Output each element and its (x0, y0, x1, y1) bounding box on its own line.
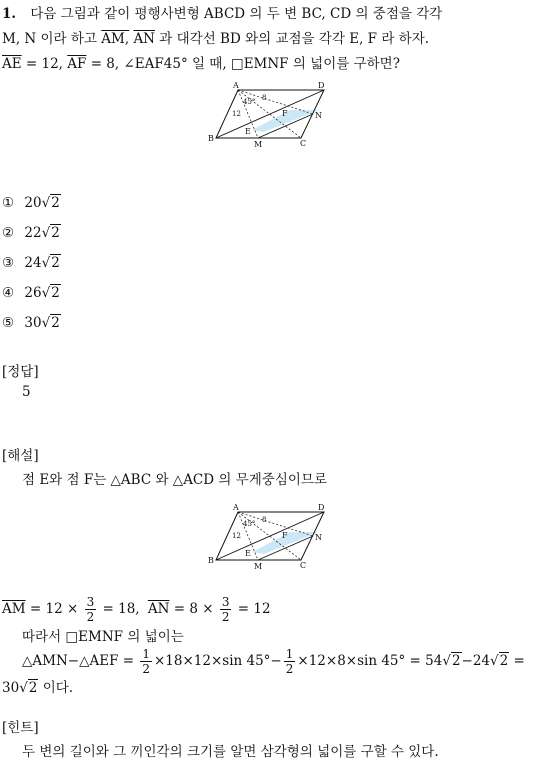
segment-am: AM, (101, 31, 130, 47)
problem-line-2: M, N 이라 하고 AM, $\overline{AN}$ 과 대각선 BD 와의 교점을 각각 E, F 라 하자. (2, 31, 430, 47)
option-2[interactable]: ② 22√2 (2, 225, 60, 241)
label-e: E (245, 549, 251, 558)
problem-line-3: $\overline{AE} = 12$, $\overline{AF} = 8$, ∠EAF45° 일 때, □EMNF 의 넓이를 구하면? (2, 56, 400, 72)
problem-line-1: 1. 다음 그림과 같이 평행사변형 ABCD 의 두 변 BC, CD 의 중점을 각각 (2, 6, 443, 22)
solution-result: 30√2 이다. (2, 680, 74, 696)
solution-lengths: $\overline{AM} = 12$ × $\frac{3}{2}$ = 18, $\overline{AN} = 8$ × $\frac{3}{2}$ = 12 (2, 595, 271, 624)
label-a: A (233, 81, 239, 90)
solution-line-3: 따라서 □EMNF 의 넓이는 (22, 629, 184, 645)
hint-header: [힌트] (2, 720, 39, 736)
label-c: C (300, 139, 307, 148)
answer-header: [정답] (2, 364, 39, 380)
label-m: M (254, 140, 263, 149)
solution-area: △AMN−△AEF = $\frac{1}{2}$ ×18×12×sin 45°− $\frac{1}{2}$ ×12×8×sin 45° = 54√2−24√2 = (22, 647, 525, 676)
label-angle: 45° (243, 520, 256, 528)
label-angle: 45° (243, 98, 256, 106)
label-n: N (315, 111, 322, 120)
label-e: E (245, 127, 251, 136)
parallelogram-figure-1 (200, 78, 340, 150)
hint-text: 두 변의 길이와 그 끼인각의 크기를 알면 삼각형의 넓이를 구할 수 있다. (22, 744, 439, 760)
label-8: 8 (262, 94, 267, 102)
segment-ae: $\overline{AE}$ (2, 56, 22, 72)
solution-header: [해설] (2, 448, 39, 464)
segment-af: $\overline{AF}$ (67, 56, 87, 72)
label-n: N (315, 533, 322, 542)
label-m: M (254, 562, 263, 571)
label-f: F (282, 531, 288, 540)
option-5[interactable]: ⑤ 30√2 (2, 315, 60, 331)
parallelogram-figure-2 (200, 500, 340, 572)
label-c: C (300, 561, 307, 570)
label-f: F (282, 109, 288, 118)
label-d: D (318, 503, 325, 512)
fraction-3-2: $\frac{3}{2}$ (86, 595, 95, 624)
label-8: 8 (262, 516, 267, 524)
solution-line-1: 점 E와 점 F는 △ABC 와 △ACD 의 무게중심이므로 (22, 472, 328, 488)
label-12: 12 (232, 532, 241, 540)
problem-number: 1. (2, 6, 17, 22)
label-d: D (318, 81, 325, 90)
answer-value: 5 (22, 384, 31, 400)
option-3[interactable]: ③ 24√2 (2, 255, 60, 271)
segment-an: $\overline{AN}$ (133, 31, 155, 47)
label-b: B (208, 134, 214, 143)
option-1[interactable]: ① 20√2 (2, 195, 60, 211)
label-a: A (233, 503, 239, 512)
option-4[interactable]: ④ 26√2 (2, 285, 60, 301)
label-b: B (208, 556, 214, 565)
label-12: 12 (232, 110, 241, 118)
fraction-3-2: $\frac{3}{2}$ (221, 595, 230, 624)
